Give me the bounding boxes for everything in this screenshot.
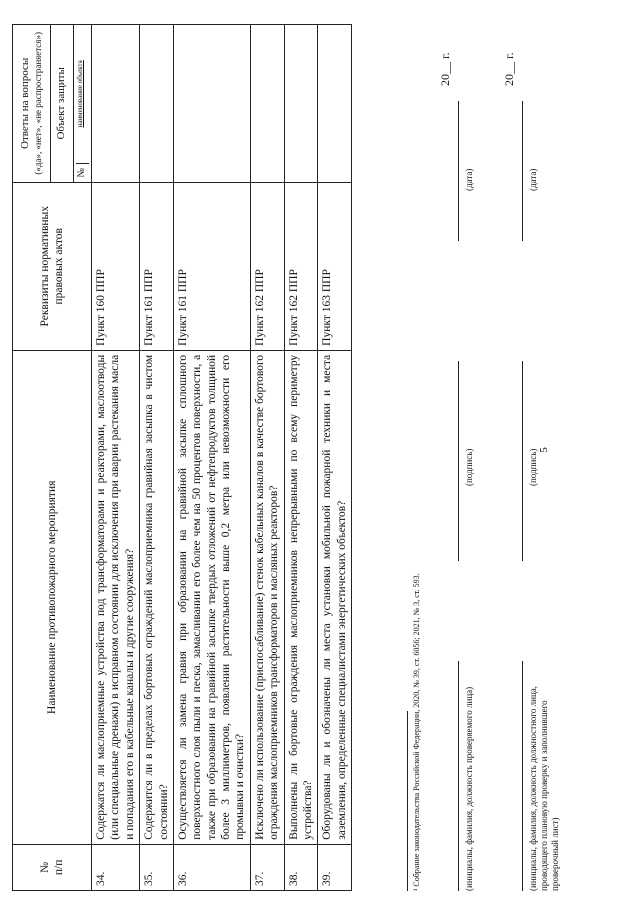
row-answer[interactable]	[173, 25, 250, 183]
footnote-divider	[407, 711, 408, 891]
table-row	[250, 25, 284, 891]
row-answer[interactable]	[318, 25, 352, 183]
row-requisites: Пункт 163 ППР	[318, 182, 352, 350]
table-row	[318, 25, 352, 891]
name-label: (инициалы, фамилия, должность должностного лица, проводящего плановую проверку и заполнившего проверочный лист)	[528, 685, 560, 891]
signature-label: (подпись)	[464, 448, 474, 486]
header-object-name: наименование объекта	[76, 60, 85, 128]
page-number: 5	[538, 447, 550, 453]
footnote: ¹ Собрание законодательства Российской Федерации, 2020, № 39, ст. 6056; 2021, № 3, ст. 593.	[412, 573, 421, 891]
header-num: № п/п	[13, 844, 92, 890]
rotated-content	[12, 24, 612, 891]
row-answer[interactable]	[92, 25, 140, 183]
row-name: Оборудованы ли и обозначены ли места установки мобильной пожарной техники и места заземления, определенные специалистами энергетических объектов?	[318, 350, 352, 844]
table-row	[284, 25, 318, 891]
header-requisites: Реквизиты нормативных правовых актов	[13, 182, 92, 350]
row-num: 39.	[318, 844, 352, 890]
header-object-sub	[73, 25, 91, 183]
table-row	[173, 25, 250, 891]
date-line[interactable]	[522, 101, 523, 241]
row-answer[interactable]	[140, 25, 174, 183]
row-num: 36.	[173, 844, 250, 890]
signature-label: (подпись)	[528, 448, 538, 486]
row-answer[interactable]	[250, 25, 284, 183]
row-num: 37.	[250, 844, 284, 890]
signature-line[interactable]	[522, 361, 523, 561]
table-row	[140, 25, 174, 891]
row-name: Исключено ли использование (приспосабливание) стенок кабельных каналов в качестве бортового ограждения маслоприемников трансформаторов и масляных реакторов?	[250, 350, 284, 844]
row-num: 38.	[284, 844, 318, 890]
header-answers-title: Ответы на вопросы	[18, 57, 31, 149]
date-label: (дата)	[464, 168, 474, 191]
header-object-num: №	[76, 163, 89, 182]
year-field: 20__ г.	[502, 52, 516, 86]
row-answer[interactable]	[284, 25, 318, 183]
year-field: 20__ г.	[438, 52, 452, 86]
row-name: Выполнены ли бортовые ограждения маслоприемников непрерывными по всему периметру устройства?	[284, 350, 318, 844]
name-label: (инициалы, фамилия, должность проверяемого лица)	[464, 686, 474, 891]
name-line[interactable]	[458, 661, 459, 891]
date-line[interactable]	[458, 101, 459, 241]
signature-line[interactable]	[458, 361, 459, 561]
row-requisites: Пункт 161 ППР	[140, 182, 174, 350]
row-name: Содержатся ли маслоприемные устройства под трансформаторами и реакторами, маслоотводы (или специальные дренажи) в исправном состоянии для исключения при аварии растекания масла и попадания его в кабельные каналы и другие сооружения?	[92, 350, 140, 844]
header-answers	[13, 25, 51, 183]
header-answers-sub: («да», «нет», «не распространяется»)	[32, 32, 43, 175]
row-num: 34.	[92, 844, 140, 890]
date-label: (дата)	[528, 168, 538, 191]
table-header-row	[13, 25, 51, 891]
table-row	[92, 25, 140, 891]
row-name: Содержится ли в пределах бортовых ограждений маслоприемника гравийная засыпка в чистом состоянии?	[140, 350, 174, 844]
name-line[interactable]	[522, 661, 523, 891]
row-requisites: Пункт 160 ППР	[92, 182, 140, 350]
row-num: 35.	[140, 844, 174, 890]
header-name: Наименование противопожарного мероприятия	[13, 350, 92, 844]
row-name: Осуществляется ли замена гравия при образовании на гравийной засыпке сплошного поверхностного слоя пыли и песка, замасливании его более чем на 50 процентов поверхности, а также при образовании на гравийной засыпке твердых отложений от нефтепродуктов толщиной более 3 миллиметров, появлении растительности выше 0,2 метра или невозможности его промывки и очистки?	[173, 350, 250, 844]
row-requisites: Пункт 162 ППР	[284, 182, 318, 350]
header-object: Объект защиты	[50, 25, 73, 183]
checklist-table	[12, 24, 352, 891]
row-requisites: Пункт 162 ППР	[250, 182, 284, 350]
row-requisites: Пункт 161 ППР	[173, 182, 250, 350]
